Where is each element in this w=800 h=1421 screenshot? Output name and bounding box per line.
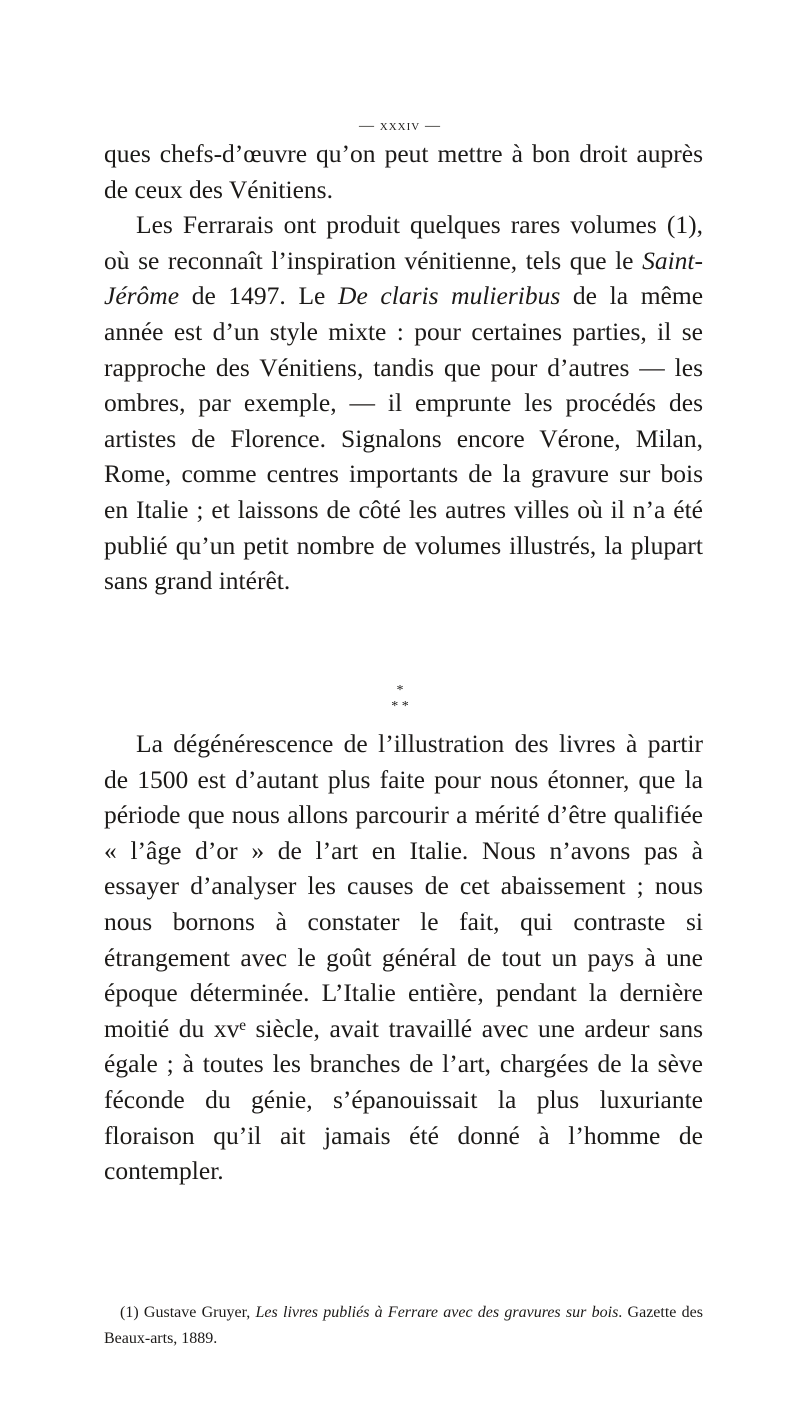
paragraph-text: Les Ferrarais ont produit quelques rares volumes (1), où se reconnaît l’inspiration vénitienne, tels que le [104,210,703,275]
section-divider-asterism [0,683,800,715]
book-title-saint-jerome: Saint-Jérôme [104,245,703,311]
footnote [104,1300,703,1352]
footnote-text: (1) Gustave Gruyer, [120,1304,256,1321]
text-block-upper [104,136,703,599]
paragraph-continuation: ques chefs-d’œuvre qu’on peut mettre à bon droit auprès de ceux des Vénitiens. [104,139,703,204]
paragraph-text: de la même année est d’un style mixte : pour certaines parties, il se rapproche des Vénitiens, tandis que pour d’autres — les ombres, par exemple, — il emprunte les procédés des artistes de Florence. Signalons encore Vérone, Milan, Rome, comme centres importants de la gravure sur bois en Italie ; et laissons de côté les autres villes où il n’a été publié qu’un petit nombre de volumes illustrés, la plupart sans grand intérêt. [104,281,704,596]
paragraph-degeneration: La dégénérescence de l’illustration des livres à partir de 1500 est d’autant plus faite pour nous étonner, que la période que nous allons parcourir a mérité d’être qualifiée « l’âge d’or » de l’art en Italie. Nous n’avons pas à essayer d’analyser les causes de cet abaissement ; nous nous bornons à constater le fait, qui contraste si étrangement avec le goût général de tout un pays à une époque déterminée. L’Italie entière, pendant la dernière moitié du xvᵉ siècle, avait travaillé avec une ardeur sans égale ; à toutes les branches de l’art, chargées de la sève féconde du génie, s’épanouissait la plus luxuriante floraison qu’il ait jamais été donné à l’homme de contempler. [104,729,703,1186]
book-title-de-claris-mulieribus: De claris mulieribus [338,281,561,311]
footnote-cited-title: Les livres publiés à Ferrare avec des gravures sur bois [255,1304,619,1321]
footnote-text: . Gazette des Beaux-arts, 1889. [104,1304,703,1347]
asterism-top: * [396,683,404,698]
asterism-bottom: * * [391,699,409,714]
paragraph-text: de 1497. Le [179,281,339,311]
footnote-1 [104,1300,703,1352]
text-block-lower [104,726,703,1189]
page-number-header: — xxxiv — [359,118,441,134]
paragraph-ferrara [104,207,703,599]
